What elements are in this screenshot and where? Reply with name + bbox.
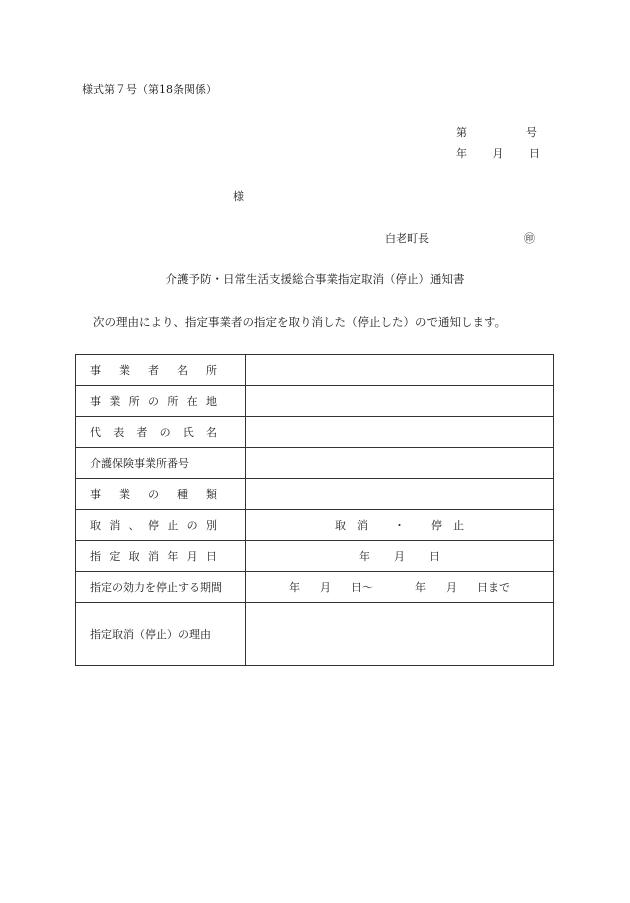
label-char: 氏: [182, 426, 194, 439]
period-end-month: 月: [446, 581, 457, 594]
table-row: [76, 541, 554, 572]
label-char: 代: [90, 426, 101, 439]
label-char: 月: [186, 550, 198, 563]
table-row: [76, 603, 554, 666]
table-row: [76, 572, 554, 603]
label-char: 所: [128, 395, 140, 408]
label-text: [90, 548, 217, 564]
label-char: 者: [148, 364, 159, 377]
value-office-address[interactable]: [246, 386, 554, 417]
row-label-cancel-date: [76, 541, 246, 572]
date-day: 日: [529, 147, 540, 160]
option-cancel[interactable]: 取 消: [335, 519, 368, 532]
label-char: 所: [206, 364, 217, 377]
cancel-date-month: 月: [394, 550, 405, 563]
form-code: 様式第７号（第18条関係）: [82, 83, 217, 96]
label-char: 消: [147, 550, 159, 563]
cancel-date-fields: [246, 548, 553, 564]
row-label-business-type: [76, 479, 246, 510]
table-row: [76, 417, 554, 448]
value-cancel-date[interactable]: [246, 541, 554, 572]
value-cancel-or-stop[interactable]: [246, 510, 554, 541]
table-row: [76, 355, 554, 386]
value-representative[interactable]: [246, 417, 554, 448]
label-text: [90, 424, 217, 440]
label-char: 地: [205, 395, 217, 408]
label-char: の: [147, 395, 159, 408]
value-business-name[interactable]: [246, 355, 554, 386]
cancel-stop-options: [246, 517, 553, 533]
date-year: 年: [456, 147, 467, 160]
label-text: 介護保険事業所番号: [90, 457, 189, 470]
label-char: 名: [177, 364, 188, 377]
addressee-honorific: 様: [233, 190, 244, 203]
value-reason[interactable]: [246, 603, 554, 666]
label-char: 停: [147, 519, 159, 532]
label-char: 年: [167, 550, 179, 563]
label-text: 指定の効力を停止する期間: [90, 581, 222, 594]
label-char: 定: [109, 550, 121, 563]
label-char: 取: [90, 519, 101, 532]
label-char: の: [186, 519, 198, 532]
label-char: 指: [90, 550, 101, 563]
label-char: 類: [206, 488, 217, 501]
table-row: [76, 448, 554, 479]
seal-mark: ㊞: [524, 232, 535, 245]
document-title: 介護予防・日常生活支援総合事業指定取消（停止）通知書: [165, 272, 465, 286]
row-label-representative: [76, 417, 246, 448]
issue-date: [456, 147, 540, 160]
label-char: 事: [90, 395, 101, 408]
label-char: 別: [205, 519, 217, 532]
row-label-office-number: [76, 448, 246, 479]
label-char: 表: [113, 426, 125, 439]
label-text: [90, 393, 217, 409]
option-stop[interactable]: 停 止: [431, 519, 464, 532]
period-start-year: 年: [289, 581, 300, 594]
row-label-business-name: [76, 355, 246, 386]
label-text: [90, 362, 217, 378]
period-start-month: 月: [320, 581, 331, 594]
cancel-date-day: 日: [429, 550, 440, 563]
period-start-day: 日〜: [351, 581, 373, 594]
row-label-suspension-period: [76, 572, 246, 603]
cancel-date-year: 年: [359, 550, 370, 563]
row-label-office-address: [76, 386, 246, 417]
label-char: 日: [205, 550, 217, 563]
table-row: [76, 479, 554, 510]
label-char: 止: [167, 519, 179, 532]
document-number-prefix: 第: [456, 126, 467, 139]
date-month: 月: [492, 147, 504, 160]
label-char: 在: [186, 395, 198, 408]
document-intro: 次の理由により、指定事業者の指定を取り消した（停止した）ので通知します。: [93, 315, 507, 329]
label-char: 業: [119, 488, 130, 501]
value-business-type[interactable]: [246, 479, 554, 510]
row-label-cancel-or-stop: [76, 510, 246, 541]
label-char: 取: [128, 550, 140, 563]
option-separator: ・: [394, 519, 405, 532]
label-char: 事: [90, 364, 101, 377]
table-row: [76, 386, 554, 417]
label-char: の: [159, 426, 171, 439]
value-suspension-period[interactable]: [246, 572, 554, 603]
table-row: [76, 510, 554, 541]
period-fields: [246, 579, 553, 595]
label-char: 者: [136, 426, 148, 439]
label-char: 名: [205, 426, 217, 439]
label-char: 所: [167, 395, 179, 408]
label-char: の: [148, 488, 159, 501]
label-text: [90, 517, 217, 533]
label-char: 消: [109, 519, 121, 532]
period-end-day: 日まで: [477, 581, 510, 594]
label-char: 、: [128, 519, 140, 532]
value-office-number[interactable]: [246, 448, 554, 479]
label-text: 指定取消（停止）の理由: [90, 628, 211, 641]
period-end-year: 年: [415, 581, 426, 594]
label-char: 業: [119, 364, 130, 377]
notice-table: [75, 354, 554, 666]
label-char: 種: [177, 488, 188, 501]
label-text: [90, 486, 217, 502]
label-char: 業: [109, 395, 121, 408]
document-number-suffix: 号: [526, 126, 537, 139]
label-char: 事: [90, 488, 101, 501]
row-label-reason: [76, 603, 246, 666]
issuer-name: 白老町長: [385, 232, 429, 245]
